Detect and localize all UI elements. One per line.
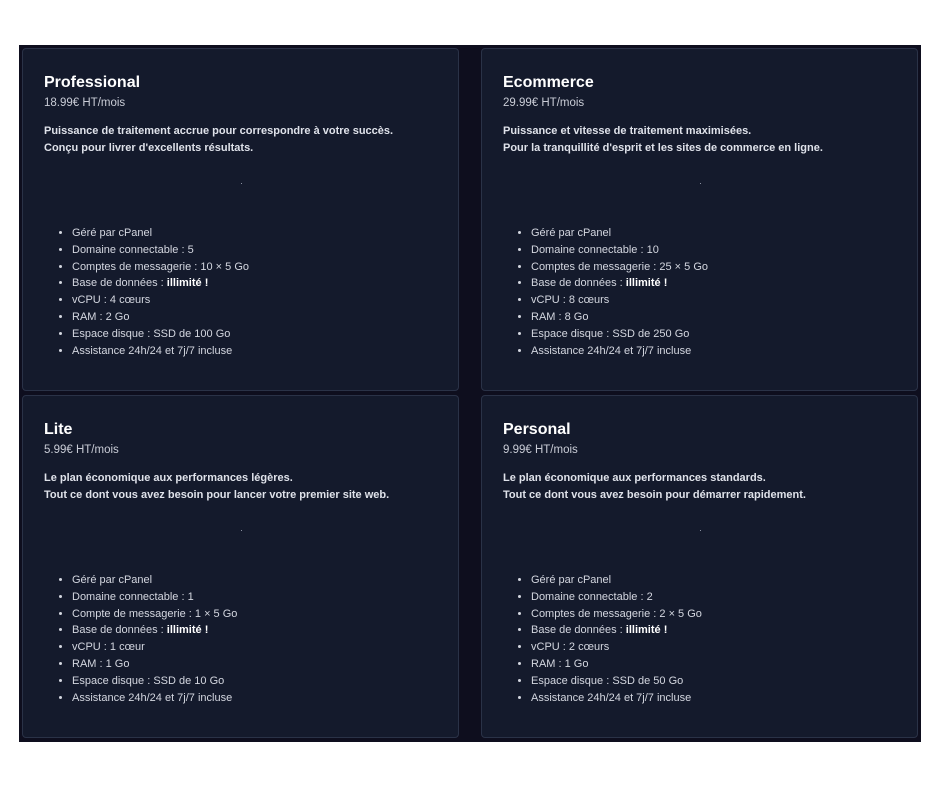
- feature-label: Domaine connectable : 1: [72, 590, 194, 603]
- feature-label: Espace disque : SSD de 100 Go: [72, 327, 231, 340]
- feature-label: Assistance 24h/24 et 7j/7 incluse: [531, 691, 692, 704]
- feature-item: [531, 639, 702, 656]
- feature-item: [72, 639, 237, 656]
- plan-title: Lite: [44, 421, 73, 438]
- feature-label: Assistance 24h/24 et 7j/7 incluse: [72, 344, 233, 357]
- feature-item: [531, 606, 702, 623]
- feature-item: [531, 622, 702, 639]
- plan-card-lite[interactable]: [22, 395, 459, 738]
- feature-item: [72, 343, 249, 360]
- feature-label: vCPU : 8 cœurs: [531, 294, 610, 307]
- plan-card-personal[interactable]: [481, 395, 918, 738]
- plan-features-list: [503, 572, 702, 706]
- feature-label: RAM : 8 Go: [531, 310, 589, 323]
- feature-item: [72, 309, 249, 326]
- feature-item: [531, 326, 708, 343]
- feature-label: Géré par cPanel: [531, 227, 612, 239]
- divider-dot: [700, 183, 701, 184]
- feature-item: [531, 343, 708, 360]
- feature-item: [72, 673, 237, 690]
- divider-dot: [241, 183, 242, 184]
- plan-card-professional[interactable]: [22, 48, 459, 391]
- feature-item: [72, 622, 237, 639]
- plan-description: [503, 470, 806, 504]
- feature-item: [72, 242, 249, 259]
- plan-description-line: Puissance et vitesse de traitement maximisées.: [503, 125, 752, 137]
- plan-price: 5.99€ HT/mois: [44, 444, 119, 456]
- feature-label: Domaine connectable : 2: [531, 590, 653, 603]
- feature-item: [531, 589, 702, 606]
- feature-item: [531, 292, 708, 309]
- feature-highlight: illimité !: [625, 624, 668, 637]
- plan-description-line: Tout ce dont vous avez besoin pour démarrer rapidement.: [503, 489, 806, 501]
- feature-item: [531, 656, 702, 673]
- plan-description-line: Le plan économique aux performances légères.: [44, 472, 293, 484]
- feature-item: [72, 690, 237, 707]
- feature-item: [72, 225, 249, 242]
- feature-label: Base de données :: [72, 277, 167, 290]
- plan-features-list: [44, 225, 249, 359]
- feature-item: [72, 326, 249, 343]
- feature-label: Espace disque : SSD de 50 Go: [531, 674, 684, 687]
- feature-label: Base de données :: [531, 624, 626, 637]
- feature-label: vCPU : 2 cœurs: [531, 641, 610, 654]
- feature-item: [531, 572, 702, 589]
- plan-price: 18.99€ HT/mois: [44, 97, 126, 109]
- plan-features-list: [44, 572, 237, 706]
- feature-item: [531, 309, 708, 326]
- plan-title: Ecommerce: [503, 74, 594, 91]
- feature-item: [531, 275, 708, 292]
- feature-label: RAM : 1 Go: [531, 657, 589, 670]
- feature-label: Espace disque : SSD de 10 Go: [72, 674, 225, 687]
- plan-price: 29.99€ HT/mois: [503, 97, 585, 109]
- plan-description: [503, 123, 823, 157]
- plan-title: Professional: [44, 74, 141, 91]
- plan-description-line: Le plan économique aux performances standards.: [503, 472, 766, 484]
- plan-description-line: Tout ce dont vous avez besoin pour lancer votre premier site web.: [44, 489, 390, 501]
- feature-label: Géré par cPanel: [72, 227, 153, 239]
- feature-item: [72, 606, 237, 623]
- feature-label: Comptes de messagerie : 10 × 5 Go: [72, 260, 250, 273]
- feature-label: Domaine connectable : 10: [531, 243, 659, 256]
- plan-price: 9.99€ HT/mois: [503, 444, 578, 456]
- plan-features-list: [503, 225, 708, 359]
- feature-item: [72, 259, 249, 276]
- feature-label: vCPU : 4 cœurs: [72, 294, 151, 307]
- feature-label: Domaine connectable : 5: [72, 243, 194, 256]
- divider-dot: [700, 530, 701, 531]
- plan-description-line: Conçu pour livrer d'excellents résultats.: [44, 142, 254, 154]
- feature-label: Comptes de messagerie : 25 × 5 Go: [531, 260, 709, 273]
- feature-highlight: illimité !: [166, 624, 209, 637]
- plan-card-ecommerce[interactable]: [481, 48, 918, 391]
- feature-item: [531, 673, 702, 690]
- feature-item: [72, 589, 237, 606]
- feature-item: [72, 292, 249, 309]
- feature-item: [72, 656, 237, 673]
- feature-label: RAM : 2 Go: [72, 310, 130, 323]
- feature-label: Compte de messagerie : 1 × 5 Go: [72, 607, 238, 620]
- feature-item: [531, 225, 708, 242]
- feature-item: [531, 242, 708, 259]
- feature-label: Comptes de messagerie : 2 × 5 Go: [531, 607, 702, 620]
- plans-grid: [19, 45, 921, 742]
- feature-item: [531, 690, 702, 707]
- plan-description: [44, 470, 389, 504]
- feature-label: Assistance 24h/24 et 7j/7 incluse: [531, 344, 692, 357]
- feature-label: Espace disque : SSD de 250 Go: [531, 327, 690, 340]
- divider-dot: [241, 530, 242, 531]
- plan-description-line: Pour la tranquillité d'esprit et les sites de commerce en ligne.: [503, 142, 823, 154]
- feature-item: [531, 259, 708, 276]
- feature-label: Géré par cPanel: [72, 574, 153, 586]
- feature-item: [72, 275, 249, 292]
- feature-highlight: illimité !: [625, 277, 668, 290]
- feature-highlight: illimité !: [166, 277, 209, 290]
- plan-description: [44, 123, 393, 157]
- plan-description-line: Puissance de traitement accrue pour correspondre à votre succès.: [44, 125, 394, 137]
- plan-title: Personal: [503, 421, 571, 438]
- feature-label: Base de données :: [72, 624, 167, 637]
- feature-label: RAM : 1 Go: [72, 657, 130, 670]
- feature-label: vCPU : 1 cœur: [72, 641, 145, 654]
- feature-label: Géré par cPanel: [531, 574, 612, 586]
- feature-label: Base de données :: [531, 277, 626, 290]
- feature-label: Assistance 24h/24 et 7j/7 incluse: [72, 691, 233, 704]
- feature-item: [72, 572, 237, 589]
